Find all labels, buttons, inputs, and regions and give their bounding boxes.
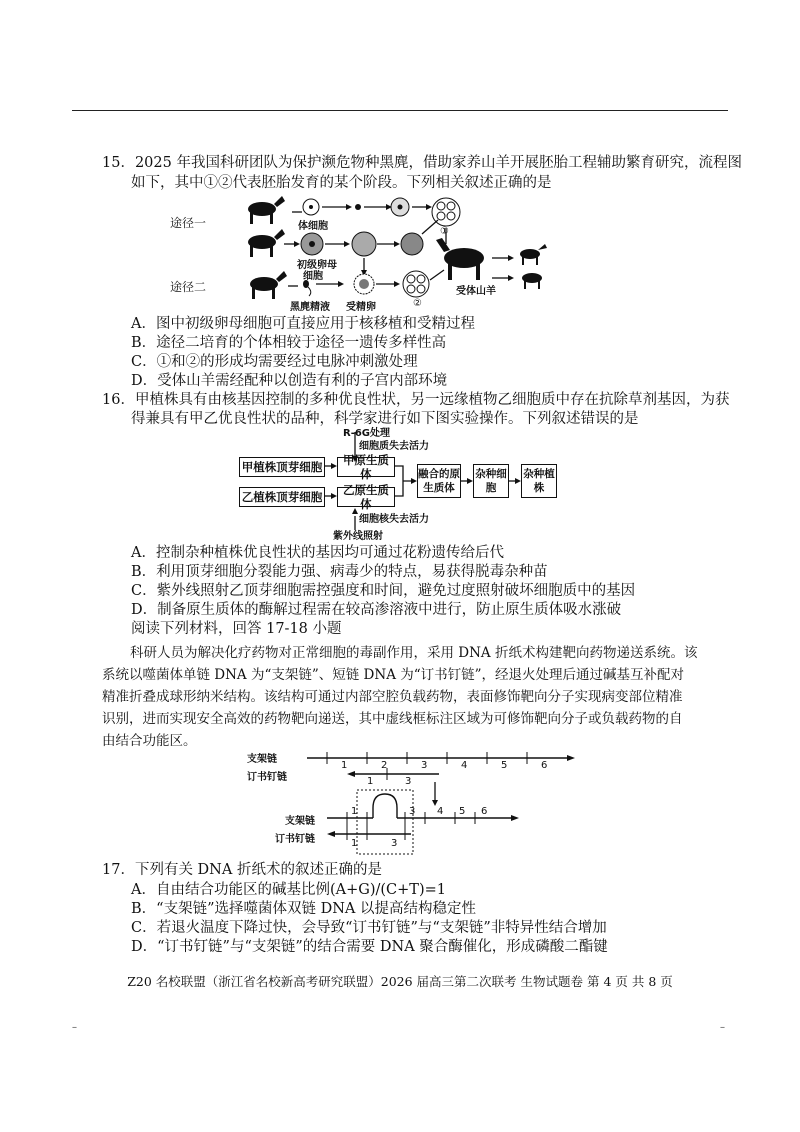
staple-num-3: 3	[405, 776, 412, 787]
bottom-staple-num-3: 3	[391, 838, 398, 849]
semen-label: 黑麂精液	[290, 302, 330, 313]
r6g-treatment-label: R-6G处理	[343, 428, 391, 439]
top-num-4: 4	[461, 760, 468, 771]
protoplast-a-box: 甲原生质体	[337, 457, 395, 477]
q16-option-a: A．控制杂种植株优良性状的基因均可通过花粉遗传给后代	[131, 545, 504, 561]
bottom-num-4: 4	[437, 806, 444, 817]
cytoplasm-inactive-label: 细胞质失去活力	[359, 441, 429, 452]
nucleus-inactive-label: 细胞核失去活力	[359, 514, 429, 525]
corner-mark-left: –	[72, 1022, 77, 1033]
q15-stem-line2: 如下，其中①②代表胚胎发育的某个阶段。下列相关叙述正确的是	[131, 175, 552, 191]
q15-diagram	[160, 192, 560, 312]
q16-option-b: B．利用顶芽细胞分裂能力强、病毒少的特点，易获得脱毒杂种苗	[131, 564, 548, 580]
q17-option-b: B．“支架链”选择噬菌体双链 DNA 以提高结构稳定性	[131, 901, 476, 917]
reading-para-line3: 精准折叠成球形纳米结构。该结构可通过内部空腔负载药物，表面修饰靶向分子实现病变部位精准	[102, 689, 683, 705]
q16-option-c: C．紫外线照射乙顶芽细胞需控强度和时间，避免过度照射破坏细胞质中的基因	[131, 583, 636, 599]
top-num-3: 3	[421, 760, 428, 771]
header-rule	[72, 110, 728, 111]
reading-para-line2: 系统以噬菌体单链 DNA 为“支架链”、短链 DNA 为“订书钉链”，经退火处理后通过碱基互补配对	[102, 667, 685, 683]
top-num-2: 2	[381, 760, 388, 771]
page-footer: Z20 名校联盟（浙江省名校新高考研究联盟）2026 届高三第二次联考 生物试题卷 第 4 页 共 8 页	[127, 974, 673, 989]
black-deer-icon-2	[248, 229, 285, 257]
reading-para-line5: 由结合功能区。	[102, 733, 197, 749]
bottom-num-1: 1	[351, 806, 358, 817]
hybrid-cell-box: 杂种细胞	[473, 464, 509, 498]
q16-diagram	[235, 426, 575, 542]
offspring-deer-icon	[520, 244, 547, 289]
black-deer-icon-3	[250, 271, 287, 299]
recipient-goat-label: 受体山羊	[456, 286, 496, 297]
uv-treatment-label: 紫外线照射	[333, 531, 383, 542]
q15-option-b: B．途径二培育的个体相较于途径一遗传多样性高	[131, 335, 447, 351]
reading-intro: 阅读下列材料，回答 17-18 小题	[131, 621, 342, 637]
scaffold-label-top: 支架链	[247, 754, 277, 765]
q16-stem-line1: 16．甲植株具有由核基因控制的多种优良性状，另一远缘植物乙细胞质中存在抗除草剂基因，为获	[102, 392, 730, 408]
fused-protoplast-box: 融合的原生质体	[417, 464, 461, 498]
stage-mark-1: ①	[440, 226, 449, 237]
route1-label: 途径一	[170, 216, 207, 230]
bottom-num-5: 5	[459, 806, 466, 817]
route2-label: 途径二	[170, 280, 207, 294]
top-num-1: 1	[341, 760, 348, 771]
hybrid-plant-box: 杂种植株	[521, 464, 557, 498]
q17-option-d: D．“订书钉链”与“支架链”的结合需要 DNA 聚合酶催化，形成磷酸二酯键	[131, 939, 608, 955]
q17-stem: 17．下列有关 DNA 折纸术的叙述正确的是	[102, 862, 382, 878]
scaffold-label-bottom: 支架链	[285, 816, 315, 827]
top-num-6: 6	[541, 760, 548, 771]
embryo-flow-svg	[160, 192, 560, 312]
staple-label-bottom: 订书钉链	[275, 834, 315, 845]
q15-option-c: C．①和②的形成均需要经过电脉冲刺激处理	[131, 354, 418, 370]
q15-option-d: D．受体山羊需经配种以创造有利的子宫内部环境	[131, 373, 448, 389]
dna-origami-diagram	[245, 746, 585, 858]
reading-para-line1: 科研人员为解决化疗药物对正常细胞的毒副作用，采用 DNA 折纸术构建靶向药物递送系统。该	[130, 645, 698, 661]
q15-stem-line1: 15．2025 年我国科研团队为保护濒危物种黑麂，借助家养山羊开展胚胎工程辅助繁育研究，流程图	[102, 155, 742, 171]
sperm-icon	[303, 280, 311, 296]
protoplast-b-box: 乙原生质体	[337, 487, 395, 507]
zygote-label: 受精卵	[346, 302, 376, 313]
oocyte-label-1: 初级卵母	[297, 260, 337, 271]
reading-para-line4: 识别，进而实现安全高效的药物靶向递送，其中虚线框标注区域为可修饰靶向分子或负载药物的自	[102, 711, 683, 727]
top-num-5: 5	[501, 760, 508, 771]
q17-option-c: C．若退火温度下降过快，会导致“订书钉链”与“支架链”非特异性结合增加	[131, 920, 607, 936]
q15-option-a: A．图中初级卵母细胞可直接应用于核移植和受精过程	[131, 316, 475, 332]
q16-stem-line2: 得兼具有甲乙优良性状的品种，科学家进行如下图实验操作。下列叙述错误的是	[131, 411, 639, 427]
recipient-goat-icon	[436, 238, 484, 280]
q17-option-a: A．自由结合功能区的碱基比例(A+G)/(C+T)=1	[131, 882, 446, 898]
oocyte-label-2: 细胞	[303, 271, 323, 282]
plant-b-bud-box: 乙植株顶芽细胞	[239, 487, 325, 507]
bottom-staple-num-1: 1	[351, 838, 358, 849]
staple-label-top: 订书钉链	[247, 772, 287, 783]
plant-a-bud-box: 甲植株顶芽细胞	[239, 457, 325, 477]
staple-num-1: 1	[367, 776, 374, 787]
somatic-cell-label: 体细胞	[298, 221, 328, 232]
bottom-num-3: 3	[409, 806, 416, 817]
q16-option-d: D．制备原生质体的酶解过程需在较高渗溶液中进行，防止原生质体吸水涨破	[131, 602, 622, 618]
bottom-num-6: 6	[481, 806, 488, 817]
black-deer-icon	[248, 196, 285, 224]
corner-mark-right: –	[720, 1022, 725, 1033]
stage-mark-2: ②	[413, 298, 422, 309]
